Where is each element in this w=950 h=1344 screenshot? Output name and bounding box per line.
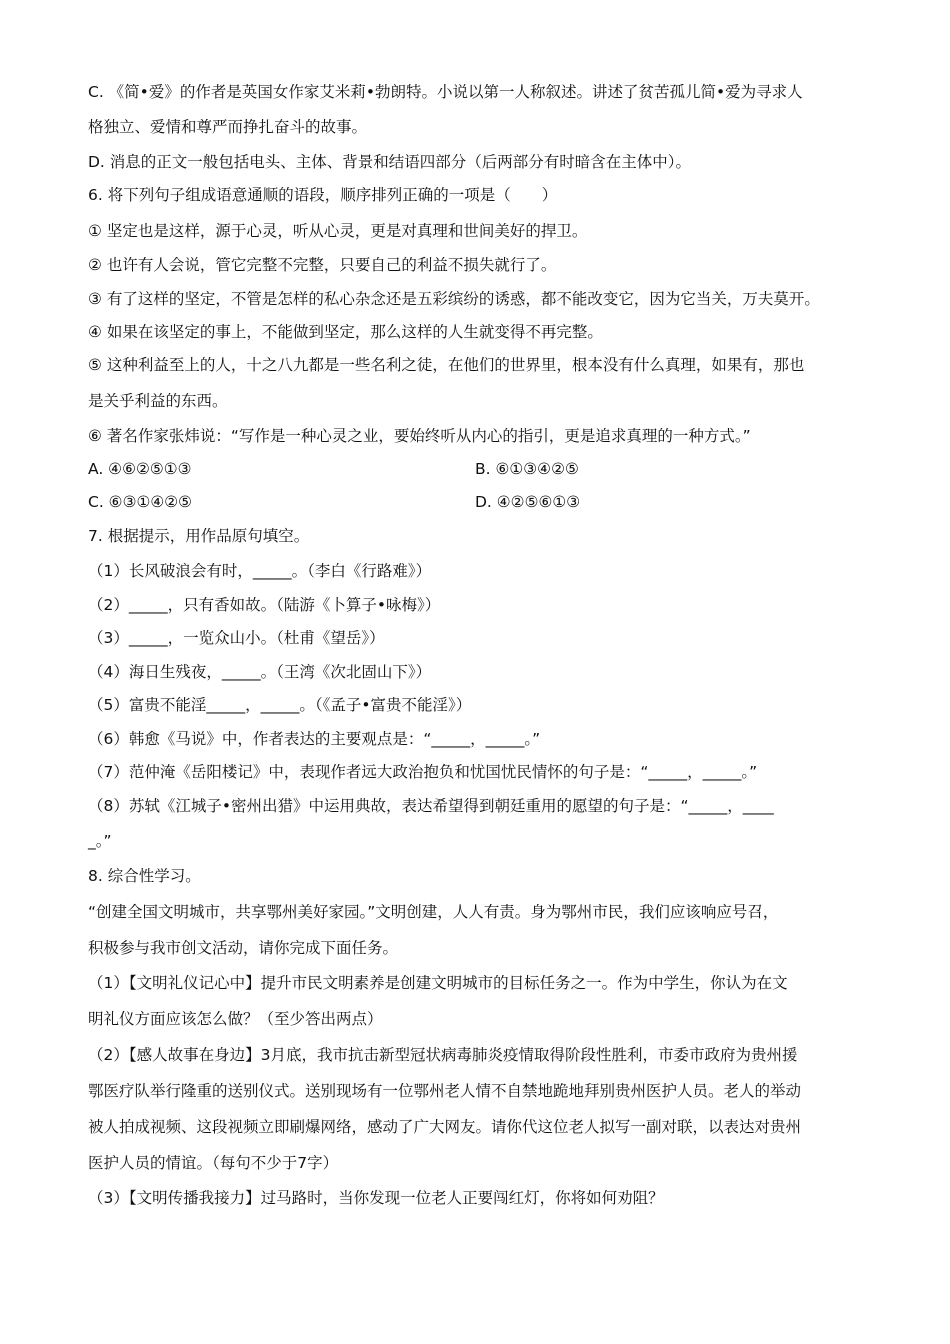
- q6-option-b: B. ⑥①③④②⑤: [475, 460, 579, 478]
- q6-option-a: A. ④⑥②⑤①③: [88, 460, 192, 478]
- q6-sentence-4: ④ 如果在该坚定的事上，不能做到坚定，那么这样的人生就变得不再完整。: [88, 323, 603, 341]
- q6-sentence-5-line2: 是关乎利益的东西。: [88, 392, 228, 410]
- q8-task3: （3）【文明传播我接力】过马路时，当你发现一位老人正要闯红灯，你将如何劝阻？: [88, 1189, 664, 1207]
- q5-option-c-line2: 格独立、爱情和尊严而挣扎奋斗的故事。: [88, 118, 368, 136]
- q8-task1-line1: （1）【文明礼仪记心中】提升市民文明素养是创建文明城市的目标任务之一。作为中学生，你认为在文: [88, 974, 788, 992]
- q6-sentence-2: ② 也许有人会说，管它完整不完整，只要自己的利益不损失就行了。: [88, 256, 557, 274]
- q6-stem: 6. 将下列句子组成语意通顺的语段，顺序排列正确的一项是（ ）: [88, 186, 558, 204]
- q6-sentence-1: ① 坚定也是这样，源于心灵，听从心灵，更是对真理和世间美好的捍卫。: [88, 222, 588, 240]
- q7-stem: 7. 根据提示，用作品原句填空。: [88, 527, 310, 545]
- q8-task1-line2: 明礼仪方面应该怎么做？（至少答出两点）: [88, 1010, 383, 1028]
- q6-sentence-6: ⑥ 著名作家张炜说：“写作是一种心灵之业，要始终听从内心的指引，更是追求真理的一种方式。”: [88, 427, 751, 445]
- q7-item-5: （5）富贵不能淫_____，_____。（《孟子•富贵不能淫》）: [88, 696, 472, 714]
- q6-option-d: D. ④②⑤⑥①③: [475, 493, 581, 511]
- q7-item-4: （4）海日生残夜，_____。（王湾《次北固山下》）: [88, 663, 432, 681]
- q8-task2-line4: 医护人员的情谊。（每句不少于7字）: [88, 1154, 339, 1172]
- q5-option-d: D. 消息的正文一般包括电头、主体、背景和结语四部分（后两部分有时暗含在主体中）。: [88, 153, 692, 171]
- q8-task2-line3: 被人拍成视频、这段视频立即刷爆网络，感动了广大网友。请你代这位老人拟写一副对联，以表达对贵州: [88, 1118, 802, 1136]
- q7-item-2: （2）_____，只有香如故。（陆游《卜算子•咏梅》）: [88, 596, 441, 614]
- q7-item-8-line2: _。”: [88, 832, 112, 850]
- q8-task2-line1: （2）【感人故事在身边】3月底，我市抗击新型冠状病毒肺炎疫情取得阶段性胜利，市委市政府为贵州援: [88, 1046, 798, 1064]
- q8-intro-line2: 积极参与我市创文活动，请你完成下面任务。: [88, 939, 399, 957]
- q7-item-8-line1: （8）苏轼《江城子•密州出猎》中运用典故，表达希望得到朝廷重用的愿望的句子是：“_____，____: [88, 797, 774, 815]
- q7-item-3: （3）_____，一览众山小。（杜甫《望岳》）: [88, 629, 385, 647]
- q6-sentence-5-line1: ⑤ 这种利益至上的人，十之八九都是一些名利之徒，在他们的世界里，根本没有什么真理，如果有，那也: [88, 356, 805, 374]
- q6-sentence-3: ③ 有了这样的坚定，不管是怎样的私心杂念还是五彩缤纷的诱惑，都不能改变它，因为它当关，万夫莫开。: [88, 290, 820, 308]
- q7-item-1: （1）长风破浪会有时，_____。（李白《行路难》）: [88, 562, 432, 580]
- q8-intro-line1: “创建全国文明城市，共享鄂州美好家园。”文明创建，人人有责。身为鄂州市民，我们应该响应号召，: [88, 903, 779, 921]
- q5-option-c-line1: C. 《简•爱》的作者是英国女作家艾米莉•勃朗特。小说以第一人称叙述。讲述了贫苦孤儿简•爱为寻求人: [88, 83, 803, 101]
- q7-item-6: （6）韩愈《马说》中，作者表达的主要观点是：“_____，_____。”: [88, 730, 541, 748]
- q6-option-c: C. ⑥③①④②⑤: [88, 493, 193, 511]
- q8-task2-line2: 鄂医疗队举行隆重的送别仪式。送别现场有一位鄂州老人情不自禁地跪地拜别贵州医护人员。老人的举动: [88, 1082, 802, 1100]
- q7-item-7: （7）范仲淹《岳阳楼记》中，表现作者远大政治抱负和忧国忧民情怀的句子是：“_____，_____。”: [88, 763, 758, 781]
- q8-stem: 8. 综合性学习。: [88, 867, 201, 885]
